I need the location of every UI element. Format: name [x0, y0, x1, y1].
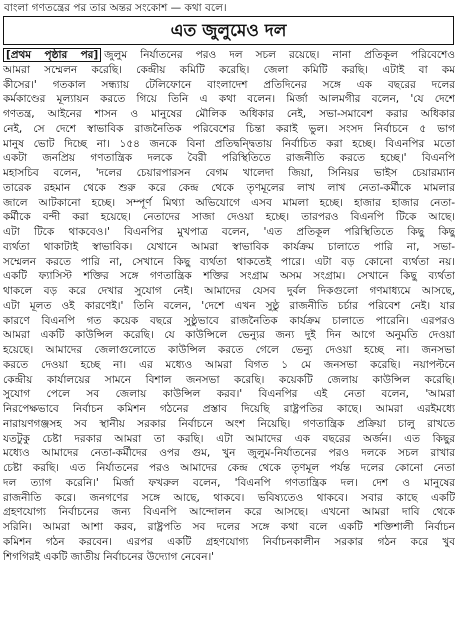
article-line [3, 491, 455, 506]
article-line [3, 225, 455, 240]
article-line [3, 78, 455, 93]
article-line-text: শিগগিরই একটি জাতীয় নির্বাচনের উদ্যোগ নেবেন।' [3, 550, 214, 563]
article-line-text: যতটুকু চেষ্টা দরকার আমরা তা করছি। এটা আমাদের এক বছরের অর্জন। এত কিছুর [3, 432, 455, 445]
article-line [3, 520, 455, 535]
article-line [3, 299, 455, 314]
article-line-text: কর্মীকে বন্দী করা হয়েছে। নেতাদের সাজা দেওয়া হচ্ছে। তারপরও বিএনপি টিকে আছে। [3, 211, 455, 224]
article-line-text: চেষ্টা করছি। এত নির্যাতনের পরও আমাদের কেন্দ্র থেকে তৃণমূল পর্যন্ত দলের কোনো নেতা [3, 462, 455, 474]
article-line [3, 151, 455, 166]
article-line [3, 432, 455, 447]
article-line-text: মহাসচিব বলেন, 'দলের চেয়ারপারসন বেগম খালেদা জিয়া, সিনিয়র ভাইস চেয়ারম্যান [3, 167, 455, 179]
article-line [3, 210, 455, 225]
article-line-text: সরিনি। আমরা আশা করব, রাষ্ট্রপতি সব দলের সঙ্গে কথা বলে একটি শক্তিশালী নির্বাচন [3, 521, 455, 533]
article-line-text: নিরপেক্ষভাবে নির্বাচন কমিশন গঠনের প্রস্তাব দিয়েছি রাষ্ট্রপতির কাছে। আমরা এরইমধ্যে [3, 403, 455, 415]
article-line [3, 535, 455, 550]
article-line [3, 387, 455, 402]
article-line-text: সুযোগ পেলে সব জেলায় কাউন্সিল করব।' বিএনপির এই নেতা বলেন, 'আমরা [3, 388, 455, 401]
article-line-text: কারণে বিএনপি গত কয়েক বছরে সুষ্ঠুভাবে রাজনৈতিক কার্যক্রম চালাতে পারেনি। এরপরও [3, 314, 455, 327]
article-line [3, 550, 455, 565]
article-line [3, 166, 455, 181]
continued-from-label: [প্রথম পৃষ্ঠার পর] [3, 48, 101, 62]
article-line [3, 476, 455, 491]
article-line [3, 122, 455, 137]
article-line-text: একটি ফ্যাসিস্ট শক্তির সঙ্গে গণতান্ত্রিক শক্তির সংগ্রাম অসম সংগ্রাম। সেখানে কিছু ব্যর্থতা [3, 270, 455, 283]
article-line [3, 255, 455, 270]
article-line-text: দল ত্যাগ করেনি।' মির্জা ফখরুল বলেন, 'বিএনপি গণতান্ত্রিক দল। দেশ ও মানুষের [3, 476, 455, 489]
article-line-text: কমিশন গঠন করবেন। এরপর একটি গ্রহণযোগ্য নির্বাচনকালীন সরকার গঠন করে খুব [3, 535, 455, 548]
article-line-text: করতে দেওয়া হচ্ছে না। এর মধ্যেও আমরা বিগত ১ মে জনসভা করেছি। নয়াপল্টনে [3, 358, 455, 371]
article-line [3, 181, 455, 196]
article-line-text: মধ্যেও আমাদের নেতা-কর্মীদের ওপর গুম, খুন জুলুম-নির্যাতনের পরও দলকে সচল রাখার [3, 447, 455, 460]
article-line [3, 137, 455, 152]
article-line [3, 417, 455, 432]
headline-box [3, 16, 454, 45]
article-line-text: থাকলে বড় করে দেখার সুযোগ নেই। আমাদের যেসব দুর্বল দিকগুলো গণমাধ্যমে আসছে, [3, 285, 455, 297]
article-line-text: তারেক রহমান থেকে শুরু করে কেন্দ্র থেকে তৃণমূলের লাখ লাখ নেতা-কর্মীকে মামলার [3, 181, 455, 194]
article-line-text: এটা টিকে থাকবেও।' বিএনপির মুখপাত্র বলেন, 'এত প্রতিকূল পরিস্থিতিতে কিছু কিছু [3, 226, 455, 238]
article-line [3, 240, 455, 255]
article-line [3, 284, 455, 299]
article-line-text: আমরা সম্মেলন করেছি। কেন্দ্রীয় কমিটি করেছি। জেলা কমিটি করছি। এটাই বা কম [3, 63, 455, 76]
article-line-text: জালে আটকানো হচ্ছে। সম্পূর্ণ মিথ্যা অভিযোগে এসব মামলা হচ্ছে। হাজার হাজার নেতা- [3, 196, 455, 209]
article-line-text: গ্রহণযোগ্য নির্বাচনের জন্য বিএনপি আন্দোলন করে আসছে। এখনো আমরা দাবি থেকে [3, 506, 455, 519]
article-line-text: নেই, সে দেশে স্বাভাবিক রাজনৈতিক পরিবেশের চিন্তা করাই ভুল। সংসদ নির্বাচনে ৫ ভাগ [3, 122, 455, 135]
article-line-text: এটা মূলত ওই কারণেই।' তিনি বলেন, 'দেশে এখন সুষ্ঠু রাজনীতি চর্চার পরিবেশ নেই। যার [3, 299, 455, 312]
article-line [3, 461, 455, 476]
article-line [3, 373, 455, 388]
article-line [3, 196, 455, 211]
article-line [3, 314, 455, 329]
article-line-text: কর্মকাণ্ডের মূল্যায়ন করতে গিয়ে তিনি এ কথা বলেন। মির্জা আলমগীর বলেন, 'যে দেশে [3, 93, 455, 106]
article-line-text: নারায়ণগঞ্জসহ সব স্থানীয় সরকার নির্বাচনে অংশ নিয়েছি। গণতান্ত্রিক প্রক্রিয়া চালু রাখতে [3, 417, 455, 430]
article-line [3, 107, 455, 122]
article-line-text: কীসের।' গতকাল সন্ধ্যায় টেলিফোনে বাংলাদেশ প্রতিদিনের সঙ্গে এক বছরের দলের [3, 78, 455, 91]
article-line [3, 402, 455, 417]
article-line [3, 505, 455, 520]
article-line-text: মানুষ ভোট দিচ্ছে না। ১৫৪ জনকে বিনা প্রতিদ্বন্দ্বিতায় নির্বাচিত করা হচ্ছে। বিএনপির মতো [3, 137, 455, 150]
article-line-text: জুলুম নির্যাতনের পরও দল সচল রয়েছে। নানা প্রতিকূল পরিবেশেও [104, 49, 455, 61]
article-line-text: হয়েছে। আমাদের জেলাগুলোতে কাউন্সিল করতে গেলে ভেন্যু দেওয়া হচ্ছে না। জনসভা [3, 344, 455, 356]
article-line-text: ব্যর্থতা থাকাটাই স্বাভাবিক। যেখানে আমরা স্বাভাবিক কার্যক্রম চালাতে পারি না, সভা- [3, 240, 455, 253]
article-line [3, 446, 455, 461]
article-line [3, 269, 455, 284]
article-line [3, 328, 455, 343]
article-line-text: সম্মেলন করতে পারি না, সেখানে কিছু ব্যর্থতা থাকতেই পারে। এটা বড় কোনো ব্যর্থতা নয়। [3, 255, 455, 268]
article-line-text: গণতন্ত্র, আইনের শাসন ও মানুষের মৌলিক অধিকার নেই, সভা-সমাবেশ করার অধিকার [3, 108, 455, 120]
article-headline: এত জুলুমেও দল [170, 20, 287, 41]
article-line [3, 358, 455, 373]
article-line-text: আমরা একটি কাউন্সিল করেছি। যে কাউন্সিলে ভেন্যুর জন্য দুই দিন আগে অনুমতি দেওয়া [3, 329, 455, 342]
previous-article-strip: বাংলা গণতন্ত্রের পর তার অন্তর সংকোশ — কথা বলে। [4, 2, 227, 14]
article-line-text: রাজনীতি করে। জনগণের সঙ্গে আছে, থাকবে। ভবিষ্যতেও থাকবে। সবার কাছে একটি [3, 491, 455, 504]
article-line-text: কেন্দ্রীয় কার্যালয়ের সামনে বিশাল জনসভা করেছি। কয়েকটি জেলায় কাউন্সিল করেছি। [3, 373, 455, 386]
article-line [3, 92, 455, 107]
article-line [3, 343, 455, 358]
article-body [3, 48, 455, 640]
article-line [3, 48, 455, 63]
article-line [3, 63, 455, 78]
article-line-text: একটা জনপ্রিয় গণতান্ত্রিক দলকে বৈরী পরিস্থিতিতে রাজনীতি করতে হচ্ছে।' বিএনপি [3, 152, 455, 165]
